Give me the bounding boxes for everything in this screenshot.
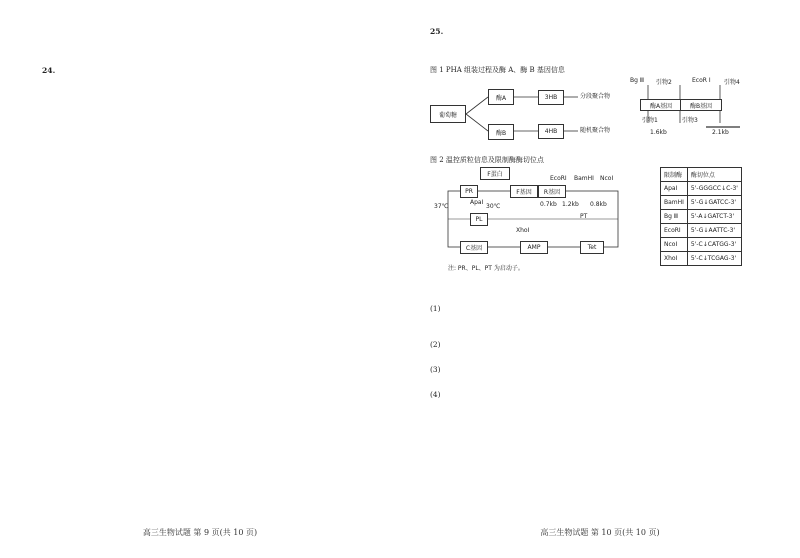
temp-37-label: 37℃ <box>434 203 449 210</box>
promoter-pl-box: PL <box>470 213 488 226</box>
gene-a-length: 1.6kb <box>650 129 667 136</box>
xho1-site-label: XhoⅠ <box>516 227 530 234</box>
q25-part-2: (2) <box>430 340 441 349</box>
figure-1 <box>430 77 780 151</box>
table-row <box>661 224 742 238</box>
temp-30-label: 30℃ <box>486 203 501 210</box>
nco1-site-label: NcoⅠ <box>600 175 614 182</box>
table-row <box>661 196 742 210</box>
enzyme-site: 5'-C↓TCGAG-3' <box>687 252 741 266</box>
f-protein-box: F蛋白 <box>480 167 510 180</box>
right-page <box>400 0 800 558</box>
promoter-pr-box: PR <box>460 185 478 198</box>
enzyme-table-header <box>661 168 742 182</box>
q25-part-4: (4) <box>430 390 441 399</box>
enzyme-b-box: 酶B <box>488 124 514 140</box>
enzyme-site: 5'-G↓GATCC-3' <box>687 196 741 210</box>
enzyme-name: ApaⅠ <box>661 182 688 196</box>
segmented-polymer-label: 分段聚合物 <box>580 93 611 100</box>
figure-2 <box>430 167 780 299</box>
length-2-label: 1.2kb <box>562 201 579 208</box>
4hb-box: 4HB <box>538 124 564 139</box>
tet-gene-box: Tet <box>580 241 604 254</box>
q25-part-1: (1) <box>430 304 441 313</box>
enzyme-name: EcoRⅠ <box>661 224 688 238</box>
table-row <box>661 182 742 196</box>
table-row <box>661 210 742 224</box>
right-column <box>430 22 780 403</box>
r-gene-box: R基因 <box>538 185 566 198</box>
enzyme-site: 5'-A↓GATCT-3' <box>687 210 741 224</box>
right-footer: 高三生物试题 第 10 页(共 10 页) <box>540 528 660 537</box>
3hb-box: 3HB <box>538 90 564 105</box>
q25-part-3: (3) <box>430 365 441 374</box>
bg2-label: Bg Ⅲ <box>630 77 644 84</box>
length-3-label: 0.8kb <box>590 201 607 208</box>
random-polymer-label: 随机聚合物 <box>580 127 611 134</box>
gene-b-length: 2.1kb <box>712 129 729 136</box>
primer4-label: 引物4 <box>724 79 740 86</box>
c-gene-box: C基因 <box>460 241 488 254</box>
left-column <box>42 22 384 181</box>
fig1-caption: 图 1 PHA 组装过程及酶 A、酶 B 基因信息 <box>430 66 565 74</box>
enzyme-a-box: 酶A <box>488 89 514 105</box>
length-1-label: 0.7kb <box>540 201 557 208</box>
enzyme-name: Bg Ⅲ <box>661 210 688 224</box>
fig2-caption: 图 2 温控质粒信息及限制酶酶切位点 <box>430 156 544 164</box>
apa1-site-label: ApaⅠ <box>470 199 484 206</box>
left-footer: 高三生物试题 第 9 页(共 10 页) <box>142 528 258 537</box>
primer3-label: 引物3 <box>682 117 698 124</box>
primer2-label: 引物2 <box>656 79 672 86</box>
gene-a-box: 酶A基因 <box>640 99 682 111</box>
enzyme-site: 5'-GGGCC↓C-3' <box>687 182 741 196</box>
enzyme-name: XhoⅠ <box>661 252 688 266</box>
enzyme-site: 5'-G↓AATTC-3' <box>687 224 741 238</box>
q24-head: 24. <box>42 66 56 75</box>
fig2-note: 注: PR、PL、PT 为启动子。 <box>448 265 524 272</box>
fig1-wires <box>430 77 780 151</box>
enzyme-site: 5'-C↓CATGG-3' <box>687 238 741 252</box>
table-row <box>661 238 742 252</box>
enzyme-header-name: 限制酶 <box>661 168 688 182</box>
glucose-box: 葡萄糖 <box>430 105 466 123</box>
f-gene-box: F基因 <box>510 185 538 198</box>
bamh1-site-label: BamHⅠ <box>574 175 594 182</box>
ecor1-site-label: EcoRⅠ <box>550 175 567 182</box>
enzyme-header-site: 酶切位点 <box>687 168 741 182</box>
ecor1-label: EcoR Ⅰ <box>692 77 711 84</box>
gene-b-box: 酶B基因 <box>680 99 722 111</box>
q25-head: 25. <box>430 27 444 36</box>
amp-gene-box: AMP <box>520 241 548 254</box>
promoter-pt-label: PT <box>580 213 588 220</box>
enzyme-name: BamHⅠ <box>661 196 688 210</box>
enzyme-table <box>660 167 742 266</box>
primer1-label: 引物1 <box>642 117 658 124</box>
table-row <box>661 252 742 266</box>
enzyme-name: NcoⅠ <box>661 238 688 252</box>
